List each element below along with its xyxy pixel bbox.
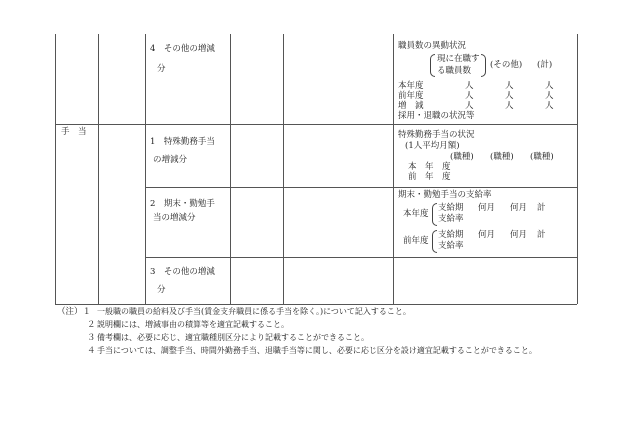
row-item-special-duty-line1: 1 特殊勤務手当 — [150, 137, 215, 147]
staff-row-diff-unit-1: 人 — [465, 101, 474, 111]
special-allowance-last-year: 前 年 度 — [408, 172, 451, 182]
staff-change-brace-line1: 現に在職す — [437, 54, 480, 64]
staff-change-col-other: (その他) — [490, 60, 523, 70]
special-allowance-title: 特殊勤務手当の状況 — [398, 130, 475, 140]
staff-row-diff-unit-2: 人 — [505, 101, 514, 111]
term-end-last-year-period: 支給期 — [438, 230, 464, 240]
term-end-this-year-month-2: 何月 — [510, 203, 528, 213]
term-end-this-year-rate: 支給率 — [438, 214, 464, 224]
row-item-other-change-line2: 分 — [157, 64, 166, 74]
footnote-2-text: 説明欄には、増減事由の積算等を適宜記載すること。 — [97, 320, 289, 329]
staff-row-last-year-unit-2: 人 — [505, 91, 514, 101]
table-divider-2 — [145, 34, 146, 304]
special-allowance-subtitle: (1人平均月額) — [405, 141, 460, 151]
staff-row-diff-unit-3: 人 — [545, 101, 554, 111]
table-divider-3 — [230, 34, 231, 304]
footnote-1-number: （注）１ — [57, 307, 92, 317]
footnote-3-number: ３ — [87, 333, 96, 343]
term-end-last-year-month-2: 何月 — [510, 230, 528, 240]
table-border-left — [55, 34, 56, 304]
staff-row-last-year-unit-1: 人 — [465, 91, 474, 101]
staff-change-title: 職員数の異動状況 — [398, 41, 467, 51]
section-label-allowance: 手 当 — [61, 127, 87, 137]
row-item-other-change-2-line2: 分 — [157, 285, 166, 295]
row-item-term-end-line2: 当の増減分 — [153, 213, 196, 223]
staff-row-diff-label: 増 減 — [398, 101, 424, 111]
term-end-last-year-total: 計 — [537, 230, 546, 240]
row-line-section — [55, 124, 577, 125]
special-allowance-job-type-1: (職種) — [450, 152, 474, 162]
term-end-this-year-period: 支給期 — [438, 203, 464, 213]
staff-row-last-year-unit-3: 人 — [545, 91, 554, 101]
staff-change-brace-left — [430, 54, 435, 77]
special-allowance-this-year: 本 年 度 — [408, 162, 451, 172]
staff-change-col-total: (計) — [537, 60, 553, 70]
table-divider-1 — [98, 34, 99, 304]
term-end-this-year-brace — [432, 203, 437, 226]
staff-row-last-year-label: 前年度 — [398, 91, 424, 101]
term-end-last-year-brace — [432, 230, 437, 253]
staff-row-this-year-unit-3: 人 — [545, 81, 554, 91]
row-item-other-change-2-line1: 3 その他の増減 — [150, 267, 215, 277]
footnote-4-text: 手当については、調整手当、時間外勤務手当、退職手当等に関し、必要に応じ区分を設け適宜記載することができること。 — [97, 346, 537, 355]
row-item-other-change-line1: 4 その他の増減 — [150, 44, 215, 54]
row-line-2 — [145, 257, 577, 258]
footnote-3-text: 備考欄は、必要に応じ、適宜職種別区分により記載することができること。 — [97, 333, 369, 342]
footnote-1-text: 一般職の職員の給料及び手当(賃金支弁職員に係る手当を除く。)について記入すること。 — [97, 307, 411, 316]
term-end-this-year-month-1: 何月 — [478, 203, 496, 213]
term-end-last-year-rate: 支給率 — [438, 241, 464, 251]
staff-row-this-year-unit-1: 人 — [465, 81, 474, 91]
staff-row-this-year-unit-2: 人 — [505, 81, 514, 91]
footnote-4-number: ４ — [87, 346, 96, 356]
row-item-special-duty-line2: の増減分 — [153, 155, 188, 165]
staff-change-brace-line2: る職員数 — [437, 66, 472, 76]
staff-row-this-year-label: 本年度 — [398, 81, 424, 91]
row-line-1 — [145, 187, 577, 188]
term-end-this-year-label: 本年度 — [403, 209, 429, 219]
special-allowance-job-type-2: (職種) — [490, 152, 514, 162]
term-end-last-year-label: 前年度 — [403, 236, 429, 246]
table-divider-5 — [393, 34, 394, 304]
term-end-last-year-month-1: 何月 — [478, 230, 496, 240]
table-border-right — [577, 34, 578, 304]
special-allowance-job-type-3: (職種) — [530, 152, 554, 162]
staff-change-brace-right — [481, 54, 486, 77]
table-border-bottom — [55, 304, 577, 305]
row-item-term-end-line1: 2 期末・勤勉手 — [150, 199, 215, 209]
term-end-title: 期末・勤勉手当の支給率 — [398, 190, 492, 200]
staff-change-footer: 採用・退職の状況等 — [398, 111, 475, 121]
footnote-2-number: ２ — [87, 320, 96, 330]
table-divider-4 — [283, 34, 284, 304]
term-end-this-year-total: 計 — [537, 203, 546, 213]
